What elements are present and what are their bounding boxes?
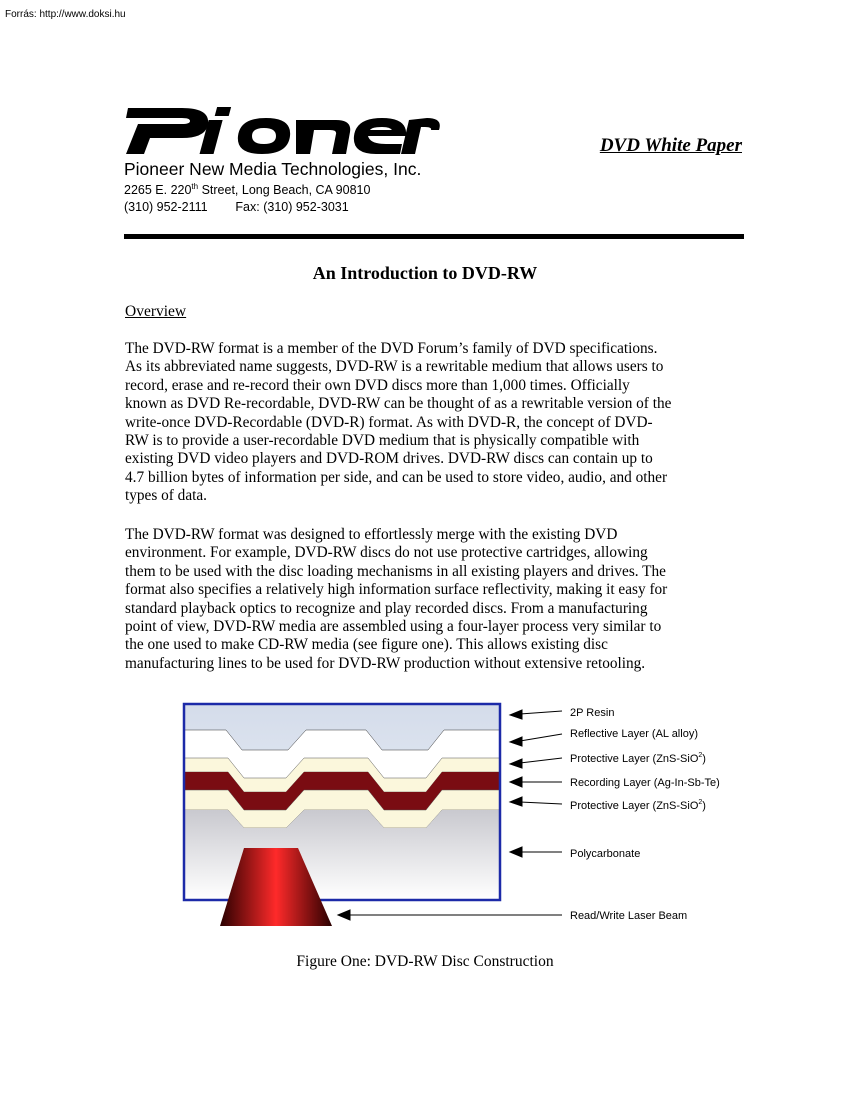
label-protective-bottom-end: ) — [702, 800, 706, 812]
label-protective-bottom-main: Protective Layer (ZnS-SiO — [570, 800, 699, 812]
paragraph-line: The DVD-RW format is a member of the DVD Forum’s family of DVD specifications. — [125, 340, 658, 357]
paragraph-1 — [125, 340, 725, 506]
label-protective-bottom-sup: 2 — [698, 799, 703, 806]
address-superscript: th — [191, 182, 199, 191]
contact-row — [124, 200, 349, 214]
label-protective-top-end: ) — [702, 753, 706, 765]
paragraph-line: 4.7 billion bytes of information per side, and can be used to store video, audio, and other — [125, 468, 668, 486]
label-reflective: Reflective Layer (AL alloy) — [570, 728, 698, 740]
disc-construction-figure — [180, 700, 760, 932]
paragraph-line: point of view, DVD-RW media are assembled using a four-layer process very similar to — [125, 618, 662, 636]
address-city: Street, Long Beach, CA 90810 — [198, 183, 371, 198]
label-protective-top-sup: 2 — [698, 752, 703, 759]
paragraph-line: existing DVD video players and DVD-ROM drives. DVD-RW discs can contain up to — [125, 450, 653, 468]
paragraph-line: manufacturing lines to be used for DVD-RW production without extensive retooling. — [125, 654, 646, 672]
paragraph-line: them to be used with the disc loading mechanisms in all existing players and drives. The — [125, 562, 666, 580]
paragraph-line: record, erase and re-record their own DVD discs more than 1,000 times. Officially — [125, 376, 630, 394]
paragraph-line: the one used to make CD-RW media (see figure one). This allows existing disc — [125, 636, 608, 654]
figure-caption: Figure One: DVD-RW Disc Construction — [296, 953, 554, 970]
paragraph-line: As its abbreviated name suggests, DVD-RW is a rewritable medium that allows users to — [125, 358, 664, 376]
section-heading: Overview — [125, 303, 187, 320]
fax-number: Fax: (310) 952-3031 — [235, 200, 349, 214]
label-protective-top-main: Protective Layer (ZnS-SiO — [570, 753, 699, 765]
label-protective-top — [570, 752, 706, 765]
label-recording: Recording Layer (Ag-In-Sb-Te) — [570, 777, 720, 789]
paragraph-line: write-once DVD-Recordable (DVD-R) format. As with DVD-R, the concept of DVD- — [125, 413, 653, 431]
paragraph-line: types of data. — [125, 487, 207, 505]
polycarbonate-layer — [184, 810, 500, 900]
document-type: DVD White Paper — [599, 135, 742, 156]
paragraph-line: environment. For example, DVD-RW discs do not use protective cartridges, allowing — [125, 544, 648, 562]
paragraph-2 — [125, 526, 725, 673]
header-divider — [124, 234, 744, 239]
company-address — [124, 182, 370, 197]
label-polycarbonate: Polycarbonate — [570, 848, 641, 860]
paragraph-line: standard playback optics to recognize and play recorded discs. From a manufacturing — [125, 599, 648, 617]
document-title: An Introduction to DVD-RW — [312, 263, 538, 283]
paragraph-line: RW is to provide a user-recordable DVD medium that is physically compatible with — [125, 432, 640, 450]
pioneer-logo — [124, 100, 448, 154]
paragraph-line: format also specifies a relatively high information surface reflectivity, making it easy for — [125, 581, 668, 599]
phone-number: (310) 952-2111 — [124, 200, 208, 214]
address-street-number: 2265 E. 220 — [124, 183, 192, 198]
paragraph-line: known as DVD Re-recordable, DVD-RW can be thought of as a rewritable version of the — [125, 395, 672, 413]
label-resin: 2P Resin — [570, 707, 615, 719]
source-line: Forrás: http://www.doksi.hu — [5, 9, 126, 20]
label-laser: Read/Write Laser Beam — [570, 910, 688, 922]
paragraph-line: The DVD-RW format was designed to effortlessly merge with the existing DVD — [125, 526, 618, 543]
company-name: Pioneer New Media Technologies, Inc. — [124, 159, 422, 179]
label-protective-bottom — [570, 799, 706, 812]
